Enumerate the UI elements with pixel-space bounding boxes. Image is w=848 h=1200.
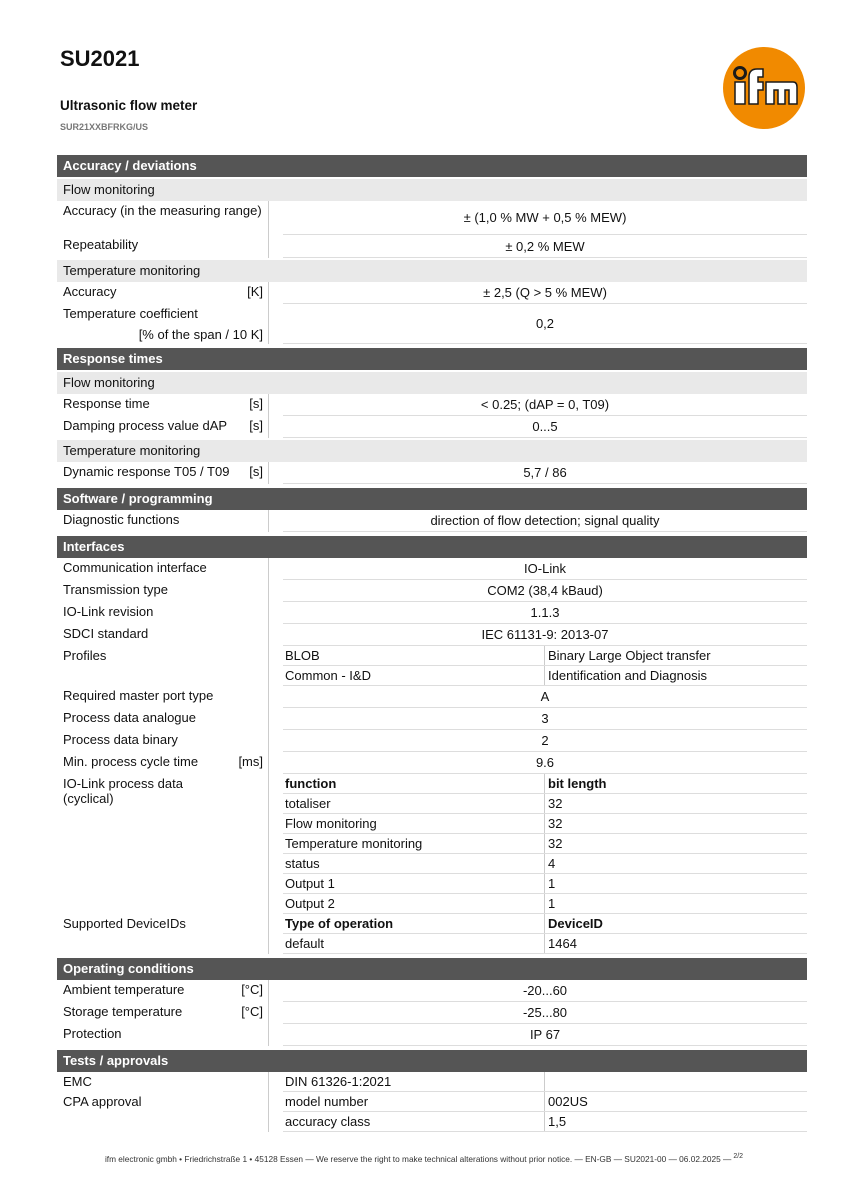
device-id-cell: 1464	[548, 936, 577, 951]
row-process-data	[57, 774, 807, 914]
subsection-temperature-monitoring: Temperature monitoring	[57, 440, 807, 462]
label-process-binary: Process data binary	[63, 732, 178, 747]
value-temp-accuracy: ± 2,5 (Q > 5 % MEW)	[283, 282, 807, 304]
row-device-ids	[57, 914, 807, 954]
page-number: 2/2	[733, 1153, 744, 1160]
value-response-time: < 0.25; (dAP = 0, T09)	[283, 394, 807, 416]
row-emc	[57, 1072, 807, 1092]
profile-desc: Binary Large Object transfer	[548, 648, 711, 663]
function-cell: Temperature monitoring	[283, 834, 545, 853]
row-transmission	[57, 580, 807, 602]
row-iolink-revision	[57, 602, 807, 624]
operation-cell: default	[283, 934, 545, 953]
bit-length-cell: 32	[548, 816, 563, 831]
article-code: SUR21XXBFRKG/US	[60, 122, 149, 132]
unit-temp-accuracy: [K]	[247, 284, 263, 299]
value-protection: IP 67	[283, 1024, 807, 1046]
value-cycle-time: 9.6	[283, 752, 807, 774]
product-subtitle: Ultrasonic flow meter	[60, 98, 198, 113]
section-header-accuracy: Accuracy / deviations	[57, 155, 807, 177]
row-diagnostic	[57, 510, 807, 532]
section-header-response: Response times	[57, 348, 807, 370]
label-profiles: Profiles	[63, 648, 107, 663]
row-cpa-approval	[57, 1092, 807, 1132]
row-storage-temp	[57, 1002, 807, 1024]
unit-ambient-temp: [°C]	[241, 982, 263, 997]
row-process-analogue	[57, 708, 807, 730]
row-sdci	[57, 624, 807, 646]
table-row	[283, 1092, 807, 1112]
function-cell: totaliser	[283, 794, 545, 813]
label-accuracy-range: Accuracy (in the measuring range)	[63, 203, 262, 218]
row-master-port	[57, 686, 807, 708]
page-title: SU2021	[60, 46, 140, 71]
row-damping	[57, 416, 807, 438]
unit-storage-temp: [°C]	[241, 1004, 263, 1019]
row-temp-coefficient	[57, 304, 807, 344]
column-header-operation: Type of operation	[283, 914, 545, 933]
bit-length-cell: 1	[548, 876, 556, 891]
footer-text: ifm electronic gmbh • Friedrichstraße 1 • 45128 Essen — We reserve the right to make technical alterations without prior notice. — EN-GB — SU2021-00 — 06.02.2025 —	[104, 1153, 732, 1164]
table-row	[283, 1112, 807, 1132]
value-process-binary: 2	[283, 730, 807, 752]
table-header-row	[283, 914, 807, 934]
label-dynamic-response: Dynamic response T05 / T09	[63, 464, 230, 479]
value-master-port: A	[283, 686, 807, 708]
value-communication: IO-Link	[283, 558, 807, 580]
table-row	[283, 834, 807, 854]
column-header-function: function	[283, 774, 545, 793]
device-id-table	[283, 914, 807, 954]
subsection-flow-monitoring: Flow monitoring	[57, 372, 807, 394]
value-repeatability: ± 0,2 % MEW	[283, 235, 807, 258]
bit-length-cell: 32	[548, 796, 563, 811]
cpa-key: accuracy class	[283, 1112, 545, 1131]
section-header-interfaces: Interfaces	[57, 536, 807, 558]
label-communication: Communication interface	[63, 560, 207, 575]
row-protection	[57, 1024, 807, 1046]
function-cell: Output 2	[283, 894, 545, 913]
unit-temp-coefficient: [% of the span / 10 K]	[138, 327, 263, 342]
label-protection: Protection	[63, 1026, 122, 1041]
section-header-tests: Tests / approvals	[57, 1050, 807, 1072]
label-emc: EMC	[63, 1074, 92, 1089]
label-iolink-revision: IO-Link revision	[63, 604, 154, 619]
cpa-table	[283, 1092, 807, 1132]
emc-standard: DIN 61326-1:2021	[283, 1072, 545, 1091]
unit-response-time: [s]	[249, 396, 263, 411]
section-header-software: Software / programming	[57, 488, 807, 510]
row-temp-accuracy	[57, 282, 807, 304]
profile-desc: Identification and Diagnosis	[548, 668, 707, 683]
column-header-device-id: DeviceID	[548, 916, 603, 931]
table-row	[283, 794, 807, 814]
row-response-time	[57, 394, 807, 416]
profile-name: Common - I&D	[283, 666, 545, 685]
page-footer	[0, 1153, 848, 1164]
table-row	[283, 646, 807, 666]
value-diagnostic: direction of flow detection; signal quality	[283, 510, 807, 532]
unit-damping: [s]	[249, 418, 263, 433]
data-sheet	[57, 155, 807, 1132]
table-header-row	[283, 774, 807, 794]
row-ambient-temp	[57, 980, 807, 1002]
cpa-value: 1,5	[548, 1114, 567, 1129]
bit-length-cell: 32	[548, 836, 563, 851]
table-row	[283, 854, 807, 874]
label-diagnostic: Diagnostic functions	[63, 512, 180, 527]
label-response-time: Response time	[63, 396, 150, 411]
label-ambient-temp: Ambient temperature	[63, 982, 185, 997]
label-cycle-time: Min. process cycle time	[63, 754, 199, 769]
value-flow-accuracy: ± (1,0 % MW + 0,5 % MEW)	[283, 201, 807, 235]
label-sdci: SDCI standard	[63, 626, 149, 641]
row-dynamic-response	[57, 462, 807, 484]
table-row	[283, 894, 807, 914]
label-repeatability: Repeatability	[63, 237, 139, 252]
table-row	[283, 934, 807, 954]
value-transmission: COM2 (38,4 kBaud)	[283, 580, 807, 602]
label-master-port: Required master port type	[63, 688, 214, 703]
bit-length-cell: 4	[548, 856, 556, 871]
unit-cycle-time: [ms]	[238, 754, 263, 769]
label-temp-accuracy: Accuracy	[63, 284, 117, 299]
label-process-data: IO-Link process data (cyclical)	[63, 776, 183, 806]
value-iolink-revision: 1.1.3	[283, 602, 807, 624]
value-sdci: IEC 61131-9: 2013-07	[283, 624, 807, 646]
profiles-table	[283, 646, 807, 686]
process-data-table	[283, 774, 807, 914]
label-cpa-approval: CPA approval	[63, 1094, 142, 1109]
function-cell: status	[283, 854, 545, 873]
subsection-flow-monitoring: Flow monitoring	[57, 179, 807, 201]
value-ambient-temp: -20...60	[283, 980, 807, 1002]
label-transmission: Transmission type	[63, 582, 168, 597]
row-flow-accuracy	[57, 201, 807, 235]
value-storage-temp: -25...80	[283, 1002, 807, 1024]
section-header-operating: Operating conditions	[57, 958, 807, 980]
label-device-ids: Supported DeviceIDs	[63, 916, 186, 931]
label-damping: Damping process value dAP	[63, 418, 228, 433]
value-temp-coefficient: 0,2	[283, 304, 807, 344]
unit-dynamic-response: [s]	[249, 464, 263, 479]
bit-length-cell: 1	[548, 896, 556, 911]
row-communication	[57, 558, 807, 580]
label-process-analogue: Process data analogue	[63, 710, 196, 725]
value-damping: 0...5	[283, 416, 807, 438]
table-row	[283, 666, 807, 686]
value-process-analogue: 3	[283, 708, 807, 730]
label-storage-temp: Storage temperature	[63, 1004, 183, 1019]
cpa-value: 002US	[548, 1094, 588, 1109]
row-profiles	[57, 646, 807, 686]
value-dynamic-response: 5,7 / 86	[283, 462, 807, 484]
cpa-key: model number	[283, 1092, 545, 1111]
row-cycle-time	[57, 752, 807, 774]
row-repeatability	[57, 235, 807, 258]
table-row	[283, 1072, 807, 1092]
column-header-bit-length: bit length	[548, 776, 607, 791]
label-temp-coefficient: Temperature coefficient	[63, 306, 198, 321]
profile-name: BLOB	[283, 646, 545, 665]
table-row	[283, 874, 807, 894]
subsection-temperature-monitoring: Temperature monitoring	[57, 260, 807, 282]
ifm-logo	[723, 47, 805, 129]
row-process-binary	[57, 730, 807, 752]
function-cell: Output 1	[283, 874, 545, 893]
table-row	[283, 814, 807, 834]
function-cell: Flow monitoring	[283, 814, 545, 833]
